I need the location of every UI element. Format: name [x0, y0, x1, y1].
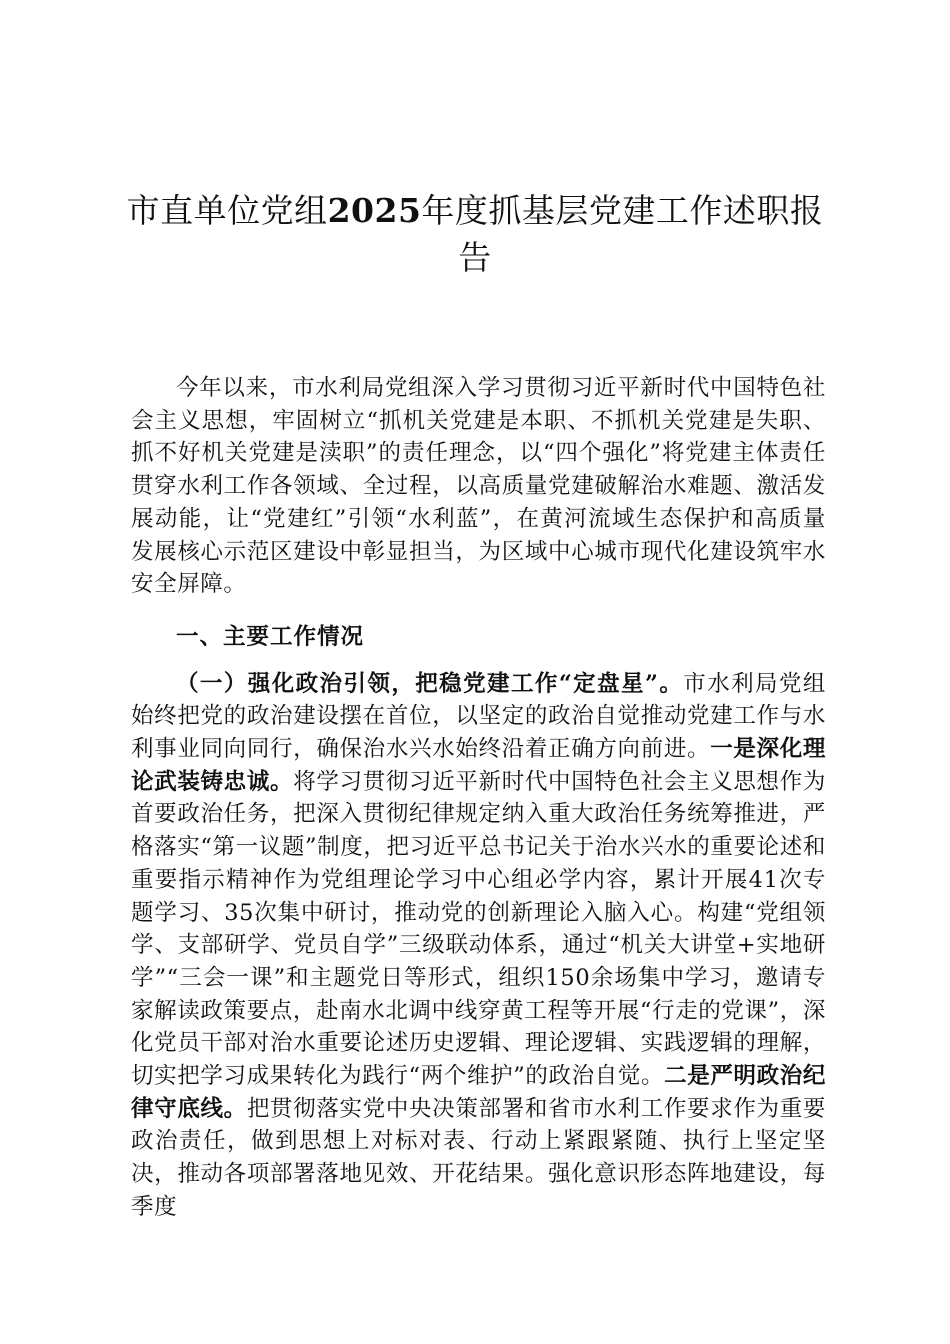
subpoint-heading: 一是深化理论武装铸忠诚。: [131, 736, 826, 795]
paragraph-text: 把贯彻落实党中央决策部署和省市水利工作要求作为重要政治责任，做到思想上对标对表、行动上紧跟紧随、执行上坚定坚决，推动各项部署落地见效、开花结果。强化意识形态阵地建设，每季度: [131, 1095, 826, 1220]
paragraph-text: 将学习贯彻习近平新时代中国特色社会主义思想作为首要政治任务，把深入贯彻纪律规定纳入重大政治任务统筹推进，严格落实“第一议题”制度，把习近平总书记关于治水兴水的重要论述和重要指示精神作为党组理论学习中心组必学内容，累计开展41次专题学习、35次集中研讨，推动党的创新理论入脑入心。构建“党组领学、支部研学、党员自学”三级联动体系，通过“机关大讲堂+实地研学”“三会一课”和主题党日等形式，组织150余场集中学习，邀请专家解读政策要点，赴南水北调中线穿黄工程等开展“行走的党课”，深化党员干部对治水重要论述历史逻辑、理论逻辑、实践逻辑的理解，切实把学习成果转化为践行“两个维护”的政治自觉。: [131, 768, 826, 1090]
section-heading: 一、主要工作情况: [176, 623, 365, 650]
document-body: [131, 372, 826, 1224]
paragraph-heading: （一）强化政治引领，把稳党建工作“定盘星”。: [176, 670, 684, 697]
paragraph-political-leadership: [131, 668, 826, 1224]
paragraph-text: 市水利局党组始终把党的政治建设摆在首位，以坚定的政治自觉推动党建工作与水利事业同向同行，确保治水兴水始终沿着正确方向前进。: [131, 670, 826, 763]
subpoint-heading: 二是严明政治纪律守底线。: [131, 1063, 827, 1122]
title-part-2: 年度抓基层党建工作述职报告: [421, 191, 824, 278]
title-part-1: 市直单位党组: [126, 191, 328, 231]
intro-paragraph: 今年以来，市水利局党组深入学习贯彻习近平新时代中国特色社会主义思想，牢固树立“抓机关党建是本职、不抓机关党建是失职、抓不好机关党建是渎职”的责任理念，以“四个强化”将党建主体责任贯穿水利工作各领域、全过程，以高质量党建破解治水难题、激活发展动能，让“党建红”引领“水利蓝”，在黄河流域生态保护和高质量发展核心示范区建设中彰显担当，为区域中心城市现代化建设筑牢水安全屏障。: [131, 375, 826, 598]
title-year: 2025: [327, 191, 422, 231]
document-title: [110, 187, 840, 281]
